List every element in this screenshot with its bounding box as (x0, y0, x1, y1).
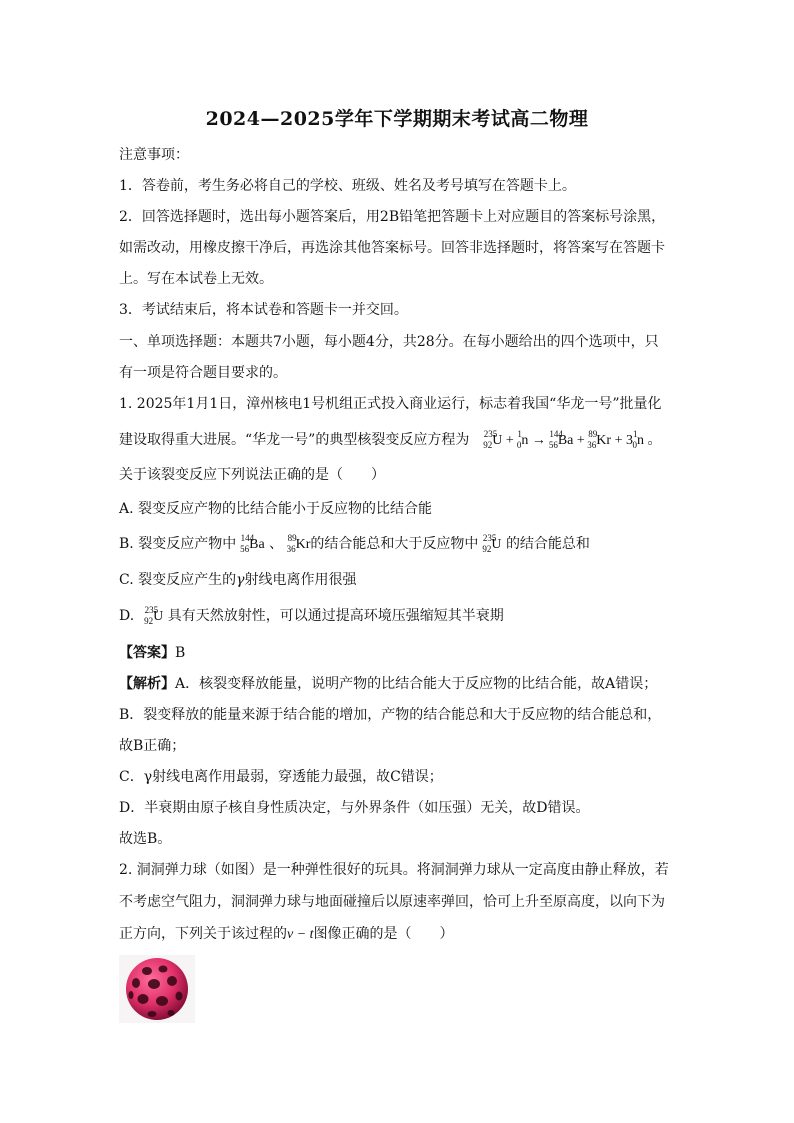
option-c: C. 裂变反应产生的γ射线电离作用很强 (119, 572, 357, 588)
option-a: A. 裂变反应产物的比结合能小于反应物的比结合能 (119, 501, 433, 517)
note-line: 2．回答选择题时，选出每小题答案后，用2B铅笔把答题卡上对应题目的答案标号涂黑， (119, 209, 666, 225)
bouncy-ball-image (119, 955, 195, 1023)
nuclide-u235: $^{235}_{92}$U (483, 429, 503, 450)
nuclide-kr89: $^{89}_{36}$Kr (286, 533, 311, 554)
page-title: 2024—2025学年下学期期末考试高二物理 (205, 108, 589, 130)
nuclide-u235: $^{235}_{92}$U (144, 605, 164, 626)
question-2-line: 2. 洞洞弹力球（如图）是一种弹性很好的玩具。将洞洞弹力球从一定高度由静止释放，若 (119, 862, 669, 878)
answer-line: 【答案】B (119, 645, 186, 661)
nuclide-ba144: $^{144}_{56}$Ba (548, 429, 574, 450)
note-line: 如需改动，用橡皮擦干净后，再选涂其他答案标号。回答非选择题时，将答案写在答题卡 (119, 240, 665, 256)
option-b: B. 裂变反应产物中 $^{144}_{56}$Ba 、 $^{89}_{36}$Kr的结合能总和大于反应物中 $^{235}_{92}$U 的结合能总和 (119, 533, 590, 554)
analysis-line: C．γ射线电离作用最弱，穿透能力最强，故C错误； (119, 769, 443, 785)
question-1-prompt: 关于该裂变反应下列说法正确的是（ ） (119, 467, 385, 483)
question-2-prompt: 正方向，下列关于该过程的v − t图像正确的是（ ） (119, 926, 454, 942)
note-line: 1．答卷前，考生务必将自己的学校、班级、姓名及考号填写在答题卡上。 (119, 178, 576, 194)
analysis-line: B．裂变释放的能量来源于结合能的增加，产物的结合能总和大于反应物的结合能总和， (119, 707, 662, 723)
question-1-line: 1. 2025年1月1日，漳州核电1号机组正式投入商业运行，标志着我国“华龙一号”批量化 (119, 396, 662, 412)
nuclide-ba144: $^{144}_{56}$Ba (240, 533, 265, 554)
nuclide-neutron: $^1_0$n (632, 429, 644, 450)
analysis-conclusion: 故选B。 (119, 831, 172, 847)
notes-header: 注意事项： (119, 147, 189, 163)
note-line: 3．考试结束后，将本试卷和答题卡一并交回。 (119, 302, 408, 318)
fission-equation: $^{235}_{92}U + ^1_0n \to ^{144}_{56}Ba + ^{89}_{36}Kr + 3^1_0n$ (483, 429, 644, 450)
nuclide-kr89: $^{89}_{36}$Kr (587, 429, 612, 450)
analysis-line: 【解析】A．核裂变释放能量，说明产物的比结合能大于反应物的比结合能，故A错误； (119, 676, 658, 692)
note-line: 上。写在本试卷上无效。 (119, 271, 273, 287)
nuclide-neutron: $^1_0$n (516, 429, 529, 450)
section-heading: 一、单项选择题：本题共7小题，每小题4分，共28分。在每小题给出的四个选项中，只 (119, 334, 659, 350)
question-2-line: 不考虑空气阻力，洞洞弹力球与地面碰撞后以原速率弹回，恰可上升至原高度，以向下为 (119, 894, 665, 910)
analysis-line: 故B正确； (119, 738, 186, 754)
analysis-line: D．半衰期由原子核自身性质决定，与外界条件（如压强）无关，故D错误。 (119, 800, 590, 816)
question-1-text: 建设取得重大进展。“华龙一号”的典型核裂变反应方程为 (119, 432, 470, 448)
option-d: D. $^{235}_{92}$U 具有天然放射性，可以通过提高环境压强缩短其半衰期 (119, 605, 504, 626)
question-1-equation-line: 建设取得重大进展。“华龙一号”的典型核裂变反应方程为 $^{235}_{92}U + ^1_0n \to ^{144}_{56}Ba + ^{89}_{36}Kr + 3^1_0n$ 。 (119, 429, 662, 450)
section-heading-cont: 有一项是符合题目要求的。 (119, 365, 287, 381)
nuclide-u235: $^{235}_{92}$U (482, 533, 502, 554)
